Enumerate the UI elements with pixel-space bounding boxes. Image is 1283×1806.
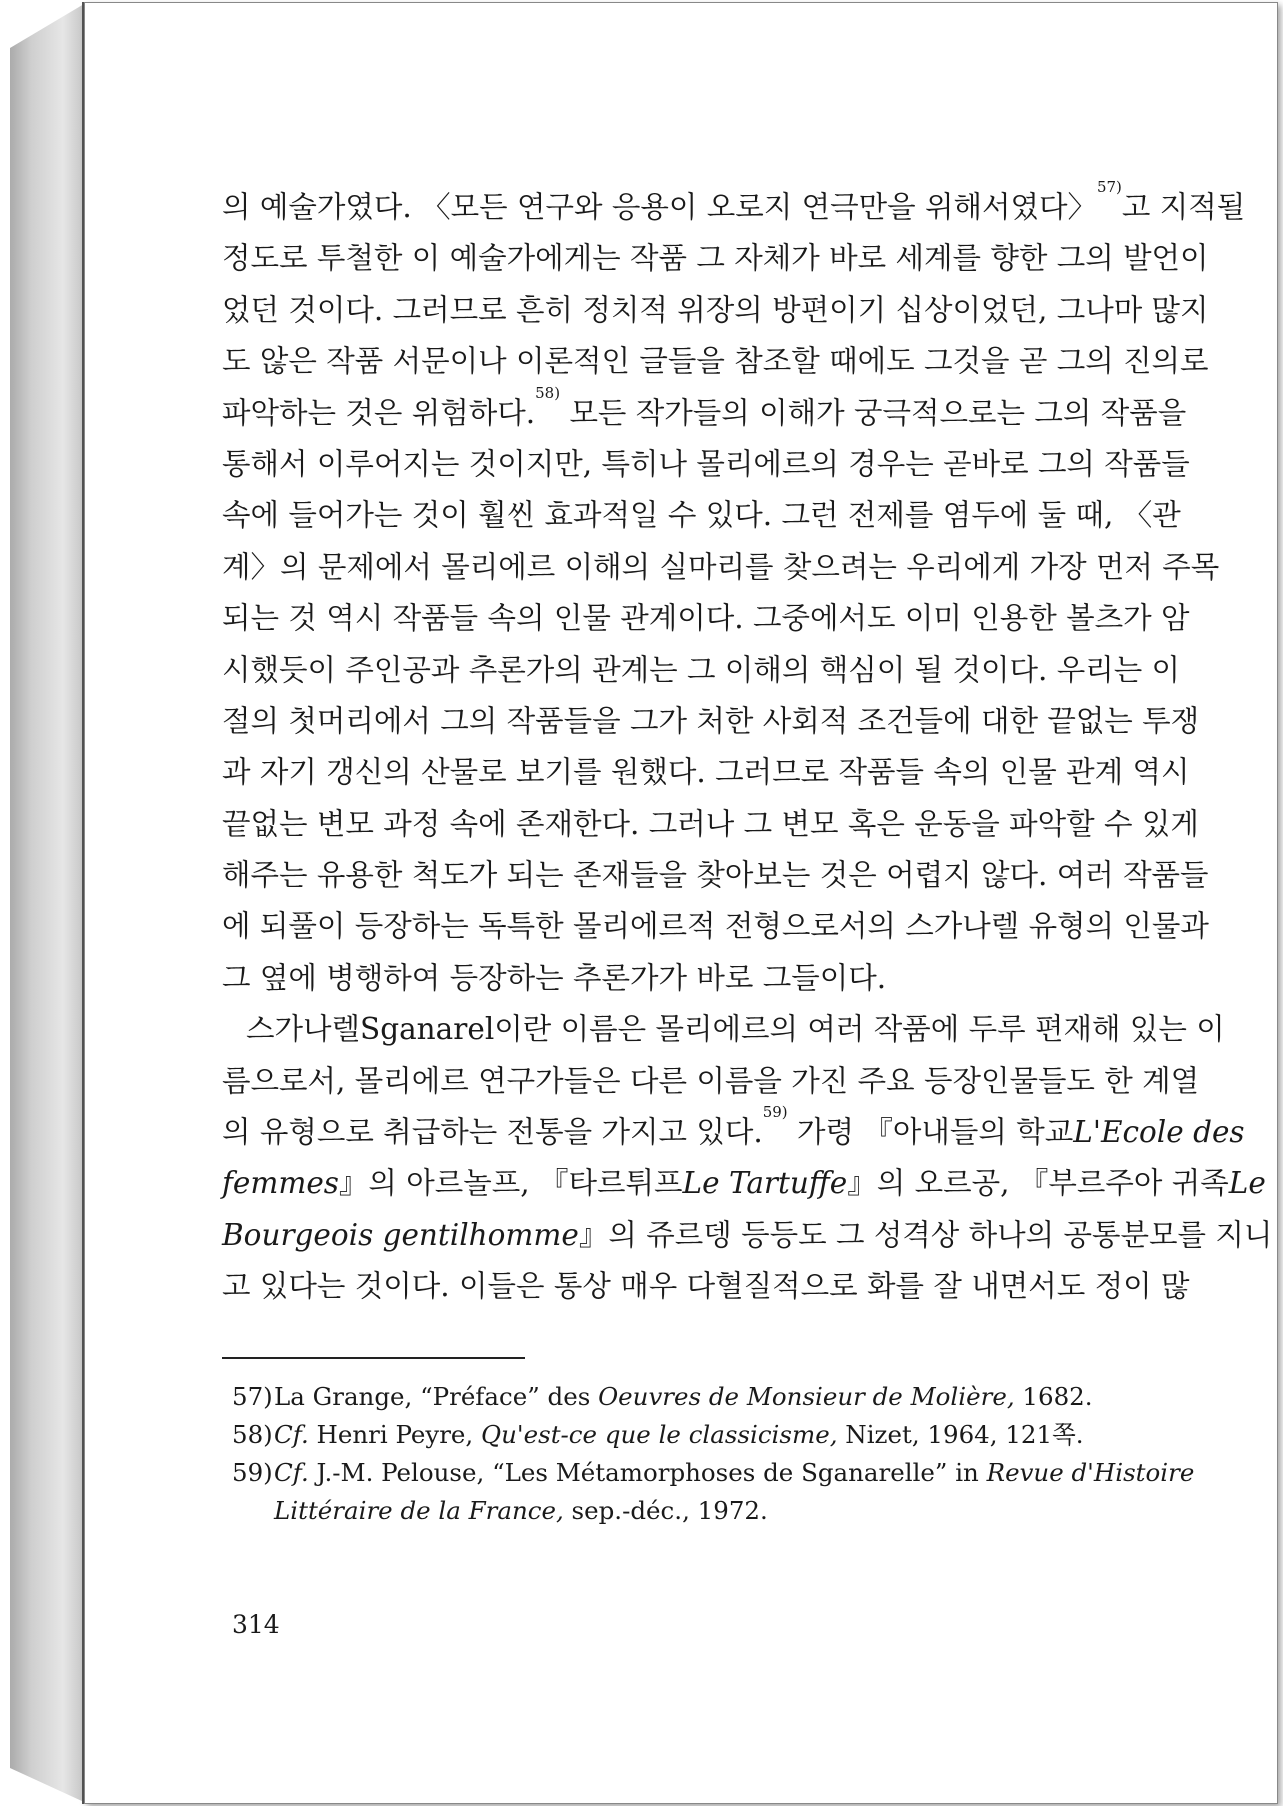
body-line <box>222 1158 1266 1209</box>
body-line <box>222 1056 1200 1107</box>
line-text: 속에 들어가는 것이 훨씬 효과적일 수 있다. 그런 전제를 염두에 둘 때, 〈관 <box>222 498 1181 533</box>
footnote-continuation <box>232 1492 1132 1530</box>
line-text: 』의 쥬르뎅 등등도 그 성격상 하나의 공통분모를 지니 <box>578 1217 1273 1252</box>
body-line <box>222 799 1199 850</box>
line-text: 끝없는 변모 과정 속에 존재한다. 그러나 그 변모 혹은 운동을 파악할 수 있게 <box>222 806 1199 841</box>
line-text: 름으로서, 몰리에르 연구가들은 다른 이름을 가진 주요 등장인물들도 한 계열 <box>222 1063 1200 1098</box>
footnote-italic: Qu'est-ce que le classicisme, <box>481 1420 838 1449</box>
page-number: 314 <box>232 1610 280 1639</box>
footnote-italic: Cf. <box>274 1458 309 1487</box>
footnote-ref: 57) <box>1096 178 1122 196</box>
line-text: 가령 『아내들의 학교 <box>787 1115 1074 1150</box>
footnote-text: Nizet, 1964, 121쪽. <box>837 1420 1084 1449</box>
italic-title: L'Ecole des <box>1073 1115 1245 1150</box>
line-text: 스가나렐Sganarel이란 이름은 몰리에르의 여러 작품에 두루 편재해 있는 이 <box>246 1012 1225 1047</box>
line-text: 었던 것이다. 그러므로 흔히 정치적 위장의 방편이기 십상이었던, 그나마 많지 <box>222 292 1209 327</box>
body-line <box>222 542 1220 593</box>
body-text <box>222 178 1273 1313</box>
body-line <box>222 490 1181 541</box>
footnote-number: 57) <box>232 1382 273 1411</box>
body-line <box>222 285 1209 336</box>
footnote-italic: Cf. <box>274 1420 309 1449</box>
footnote-text: Henri Peyre, <box>308 1420 482 1449</box>
body-line <box>222 953 1140 1004</box>
italic-title: femmes <box>222 1166 339 1201</box>
footnote <box>232 1454 1195 1492</box>
line-text: 도 않은 작품 서문이나 이론적인 글들을 참조할 때에도 그것을 곧 그의 진의로 <box>222 344 1209 379</box>
footnote-number: 58) <box>232 1420 273 1449</box>
body-line <box>222 233 1209 284</box>
footnote-text: La Grange, “Préface” des <box>274 1382 599 1411</box>
line-text: 고 지적될 <box>1121 190 1246 224</box>
footnote-number: 59) <box>232 1458 273 1487</box>
body-line <box>222 593 1190 644</box>
book-spine <box>0 0 90 1806</box>
line-text: 』의 오르공, 『부르주아 귀족 <box>847 1166 1229 1201</box>
footnote-italic: Oeuvres de Monsieur de Molière, <box>598 1382 1015 1411</box>
line-text: 모든 작가들의 이해가 궁극적으로는 그의 작품을 <box>560 395 1187 430</box>
body-line <box>222 1210 1273 1261</box>
footnote-ref: 59) <box>762 1103 788 1122</box>
body-line <box>222 747 1190 798</box>
body-line <box>222 901 1209 952</box>
line-text: 에 되풀이 등장하는 독특한 몰리에르적 전형으로서의 스가나렐 유형의 인물과 <box>222 909 1209 944</box>
line-text: 통해서 이루어지는 것이지만, 특히나 몰리에르의 경우는 곧바로 그의 작품들 <box>222 446 1190 481</box>
italic-title: Le Tartuffe <box>682 1166 848 1201</box>
line-text: 시했듯이 주인공과 추론가의 관계는 그 이해의 핵심이 될 것이다. 우리는 이 <box>222 652 1181 687</box>
line-text: 정도로 투철한 이 예술가에게는 작품 그 자체가 바로 세계를 향한 그의 발언이 <box>222 241 1209 276</box>
body-line <box>222 645 1181 696</box>
footnote <box>232 1416 1132 1454</box>
line-text: 고 있다는 것이다. 이들은 통상 매우 다혈질적으로 화를 잘 내면서도 정이 많 <box>222 1269 1190 1304</box>
footnote <box>232 1378 1132 1416</box>
line-text: 그 옆에 병행하여 등장하는 추론가가 바로 그들이다. <box>222 960 887 995</box>
body-line <box>222 383 1187 439</box>
body-line <box>222 439 1190 490</box>
body-line <box>222 178 1246 233</box>
footnote-ref: 58) <box>535 383 561 402</box>
footnote-italic: Revue d'Histoire <box>986 1458 1195 1487</box>
line-text: 』의 아르놀프, 『타르튀프 <box>338 1166 683 1201</box>
body-line <box>222 850 1209 901</box>
footnote-text: J.-M. Pelouse, “Les Métamorphoses de Sganarelle” in <box>308 1458 987 1487</box>
footnote-rule <box>222 1357 525 1359</box>
line-text: 과 자기 갱신의 산물로 보기를 원했다. 그러므로 작품들 속의 인물 관계 역시 <box>222 755 1190 790</box>
line-text: 의 유형으로 취급하는 전통을 가지고 있다. <box>222 1115 763 1150</box>
footnote-text: 1682. <box>1014 1382 1093 1411</box>
footnote-text: sep.-déc., 1972. <box>563 1496 768 1525</box>
italic-title: Bourgeois gentilhomme <box>222 1217 579 1252</box>
italic-title: Le <box>1228 1166 1266 1201</box>
body-line <box>222 1004 1225 1055</box>
body-line <box>222 1261 1190 1312</box>
footnotes <box>232 1378 1195 1530</box>
line-text: 해주는 유용한 척도가 되는 존재들을 찾아보는 것은 어렵지 않다. 여러 작품들 <box>222 858 1209 893</box>
body-line <box>222 1103 1245 1158</box>
line-text: 파악하는 것은 위험하다. <box>222 395 536 430</box>
line-text: 되는 것 역시 작품들 속의 인물 관계이다. 그중에서도 이미 인용한 볼츠가 암 <box>222 601 1190 636</box>
body-line <box>222 336 1209 387</box>
footnote-italic: Littéraire de la France, <box>274 1496 564 1525</box>
body-line <box>222 696 1200 747</box>
line-text: 계〉의 문제에서 몰리에르 이해의 실마리를 찾으려는 우리에게 가장 먼저 주목 <box>222 549 1220 584</box>
line-text: 의 예술가였다. 〈모든 연구와 응용이 오로지 연극만을 위해서였다〉 <box>222 190 1097 224</box>
line-text: 절의 첫머리에서 그의 작품들을 그가 처한 사회적 조건들에 대한 끝없는 투쟁 <box>222 703 1200 738</box>
